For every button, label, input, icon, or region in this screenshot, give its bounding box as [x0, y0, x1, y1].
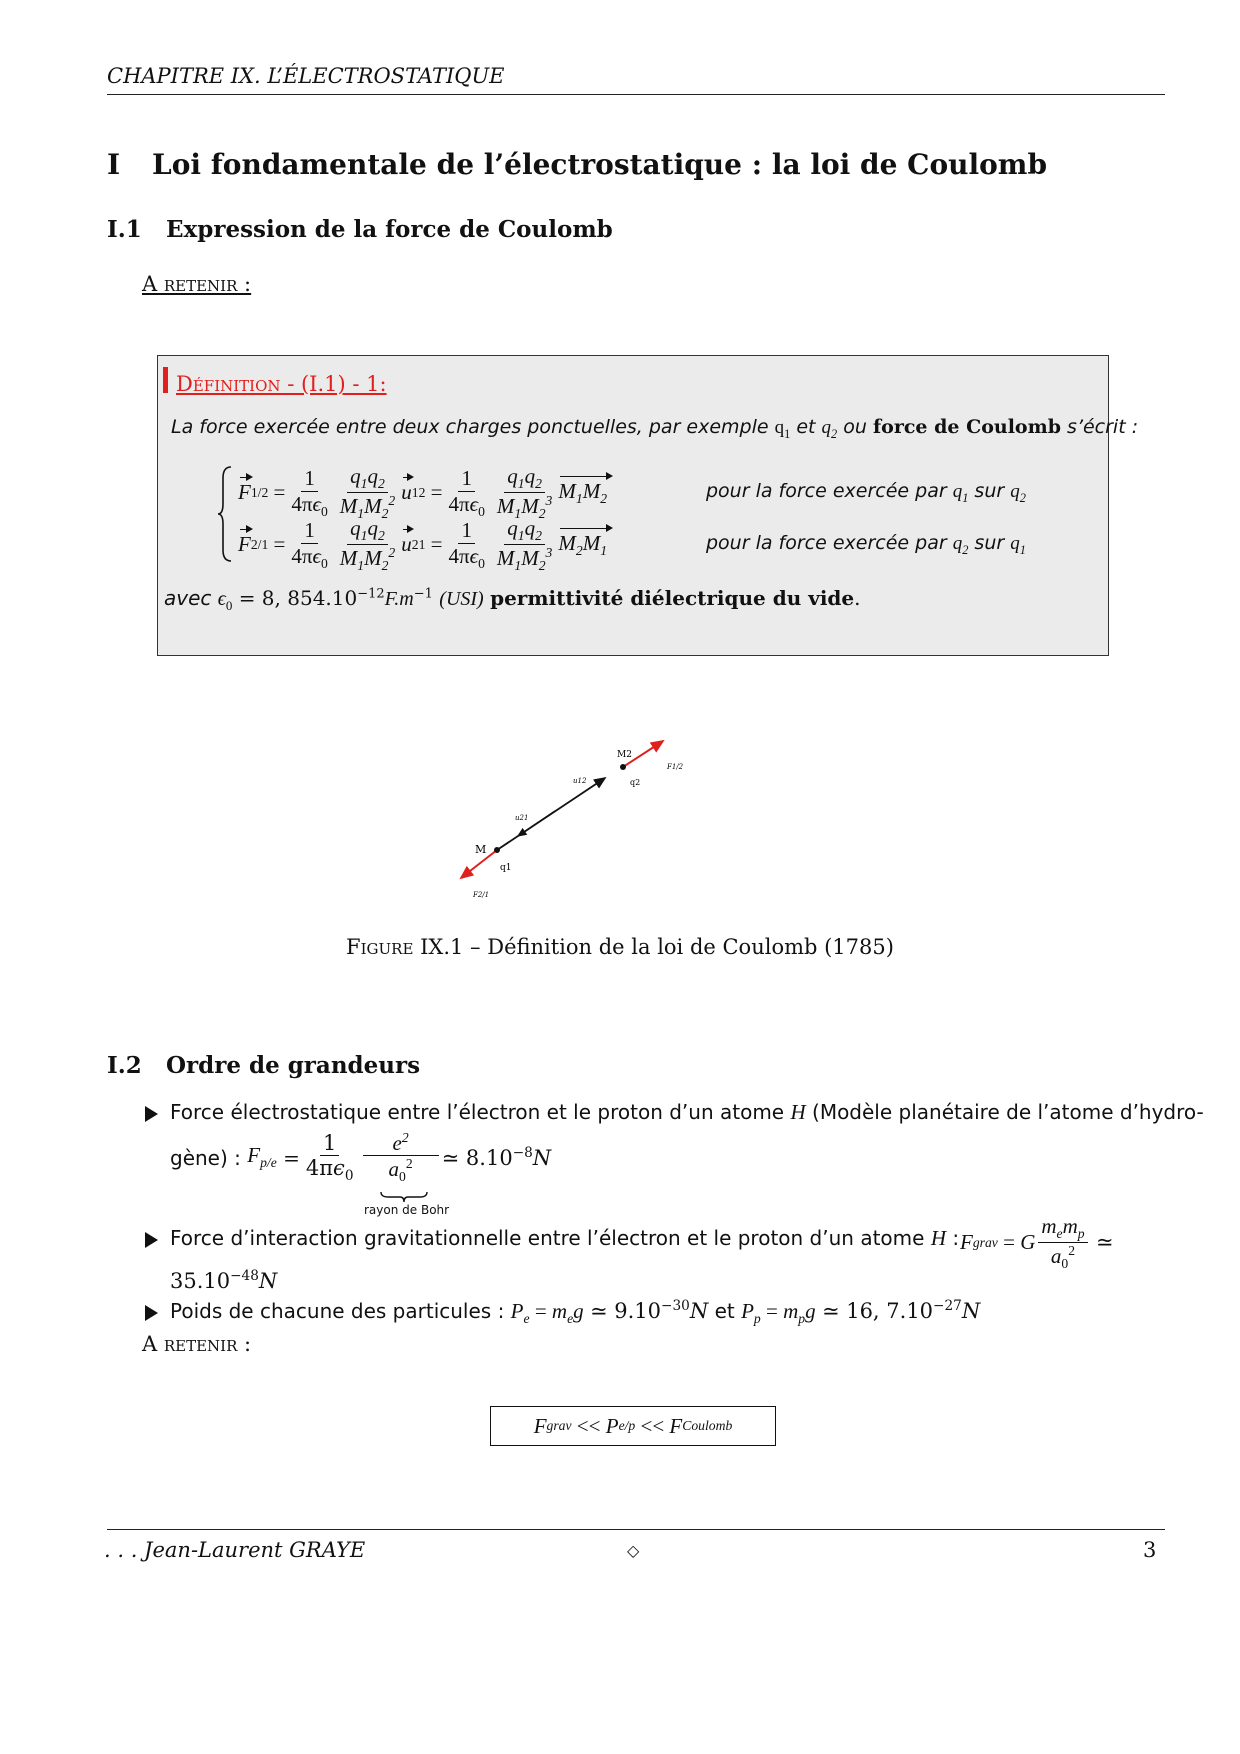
bohr-radius-label: rayon de Bohr	[364, 1203, 450, 1217]
definition-accent-bar	[163, 367, 168, 393]
bullet-coulomb-force-line2: gène) : $F_{p/e}$ = $\frac{1}{4\pi\epsilon_0}$ $\frac{e^2}{a_0^2}$ ≃ $8.10^{-8}N$	[170, 1130, 552, 1185]
coulomb-equation-1: F 1/2 = $\frac{1}{4\pi\epsilon_0}$ $\frac{q_1q_2}{M_1M_2^2}$ u 12 = $\frac{1}{4\pi\epsilon_0}$ $\frac{q_1q_2}{M_1M_2^3}$ $M_1M_2$	[238, 464, 611, 522]
bullet-coulomb-force: Force électrostatique entre l’électron et le proton d’un atome H (Modèle planétaire de l’atome d’hydro-	[145, 1100, 1204, 1125]
subsection-title: Expression de la force de Coulomb	[166, 216, 613, 243]
subsection-heading	[107, 216, 613, 243]
footer-author: . . . Jean-Laurent GRAYE	[104, 1538, 366, 1562]
subsection-number: I.2	[107, 1052, 142, 1079]
section-heading	[107, 148, 1048, 181]
label-u12: u12	[573, 777, 587, 785]
charge-m2-point	[620, 764, 626, 770]
coulomb-diagram	[455, 735, 705, 910]
coulomb-figure	[455, 735, 705, 910]
bullet-triangle-icon	[145, 1305, 158, 1321]
force-comparison-box: F grav << P e/p << F Coulomb	[490, 1406, 776, 1446]
bullet-weight: Poids de chacune des particules : $P_e = m_eg$ ≃ $9.10^{-30}N$ et $P_p = m_pg$ ≃ 16, $7.10^{-27}N$	[145, 1298, 980, 1327]
retenir-label-2: A retenir :	[142, 1332, 252, 1356]
running-header: CHAPITRE IX. L’ÉLECTROSTATIQUE	[107, 64, 505, 88]
equation-1-description: pour la force exercée par $q_1$ sur $q_2$	[706, 480, 1026, 505]
subsection-title: Ordre de grandeurs	[166, 1052, 421, 1079]
gravitational-value: $35.10^{-48}N$	[170, 1268, 278, 1293]
label-q2: q2	[630, 778, 641, 787]
subsection-number: I.1	[107, 216, 142, 243]
section-title: Loi fondamentale de l’électrostatique : la loi de Coulomb	[152, 148, 1048, 181]
subsection-heading-2	[107, 1052, 421, 1079]
equation-2-description: pour la force exercée par $q_2$ sur $q_1$	[706, 532, 1026, 557]
header-rule	[107, 94, 1165, 95]
bullet-triangle-icon	[145, 1232, 158, 1248]
bullet-triangle-icon	[145, 1106, 158, 1122]
bullet-gravitational-force: Force d’interaction gravitationnelle entre l’électron et le proton d’un atome H :	[145, 1226, 959, 1251]
section-number: I	[107, 148, 121, 181]
definition-intro: La force exercée entre deux charges ponctuelles, par exemple $q_1$ et $q_2$ ou force de Coulomb s’écrit :	[171, 416, 1139, 441]
coulomb-equation-2: F 2/1 = $\frac{1}{4\pi\epsilon_0}$ $\frac{q_1q_2}{M_1M_2^2}$ u 21 = $\frac{1}{4\pi\epsilon_0}$ $\frac{q_1q_2}{M_1M_2^3}$ $M_2M_1$	[238, 516, 611, 574]
label-m2: M2	[617, 750, 632, 760]
charge-m1-point	[494, 847, 500, 853]
bohr-underbrace	[380, 1188, 428, 1200]
definition-box	[157, 355, 1139, 656]
label-f21: F2/1	[473, 891, 490, 899]
label-f12: F1/2	[667, 763, 684, 771]
label-q1: q1	[500, 863, 512, 873]
label-u21: u21	[515, 814, 529, 822]
gravitational-formula: F grav = G $\frac{m_em_p}{a_0^2}$ ≃	[960, 1214, 1114, 1272]
footer-diamond-icon: ◇	[627, 1541, 640, 1560]
footer-rule	[107, 1529, 1165, 1530]
definition-label: Définition - (I.1) - 1:	[176, 372, 387, 396]
equation-system-brace	[218, 466, 232, 562]
permittivity-line: avec $\epsilon_0 = 8$, $854.10^{-12}F.m^{-1}$ (USI) permittivité diélectrique du vide.	[164, 586, 861, 613]
figure-caption: Figure IX.1 – Définition de la loi de Coulomb (1785)	[346, 935, 894, 959]
label-m1: M	[475, 843, 487, 856]
retenir-label: A retenir :	[142, 272, 252, 296]
page-number: 3	[1143, 1538, 1157, 1562]
